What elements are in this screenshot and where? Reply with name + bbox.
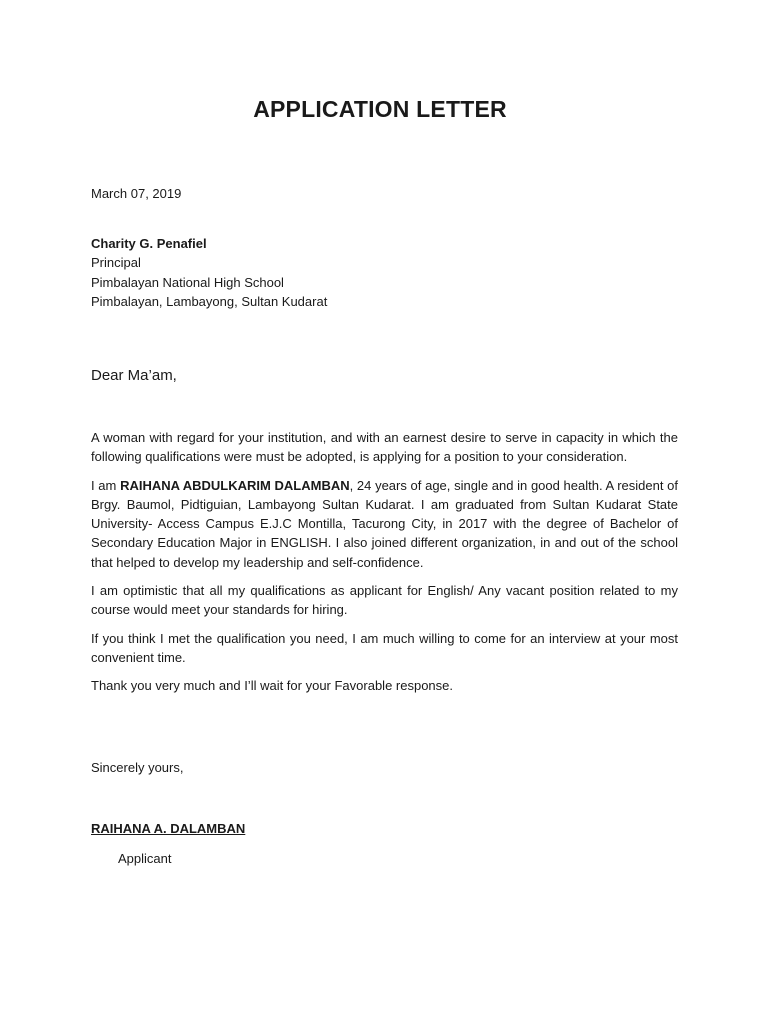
- paragraph-2-prefix: I am: [91, 477, 121, 493]
- paragraph-4: If you think I met the qualification you need, I am much willing to come for an interview at your most convenient time.: [91, 630, 678, 665]
- paragraph-5: Thank you very much and I’ll wait for your Favorable response.: [91, 678, 454, 694]
- recipient-position: Principal: [91, 255, 141, 271]
- recipient-block: [91, 234, 678, 311]
- salutation: Dear Ma’am,: [91, 367, 177, 384]
- signature-title: Applicant: [118, 851, 172, 866]
- letter-body: [91, 428, 678, 705]
- signature-name: RAIHANA A. DALAMBAN: [91, 821, 246, 836]
- paragraph-2-text: , 24 years of age, single and in good health. A resident of Brgy. Baumol, Pidtiguian, Lambayong Sultan Kudarat. I am graduated from Sultan Kudarat State University- Access Campus E.J.C Montilla, Tacurong City, in 2017 with the degree of Bachelor of Secondary Education Major in ENGLISH. I also joined different organization, in and out of the school that helped to develop my leadership and self-confidence.: [91, 477, 678, 570]
- recipient-name: Charity G. Penafiel: [91, 236, 207, 251]
- paragraph-3: I am optimistic that all my qualifications as applicant for English/ Any vacant position related to my course would meet your standards for hiring.: [91, 583, 678, 618]
- document-title: APPLICATION LETTER: [253, 96, 507, 122]
- closing: Sincerely yours,: [91, 760, 184, 775]
- recipient-school: Pimbalayan National High School: [91, 274, 284, 290]
- recipient-address: Pimbalayan, Lambayong, Sultan Kudarat: [91, 293, 328, 309]
- applicant-full-name: RAIHANA ABDULKARIM DALAMBAN: [120, 477, 350, 493]
- paragraph-2: [91, 476, 678, 572]
- paragraph-1: A woman with regard for your institution, and with an earnest desire to serve in capacity in which the following qualifications were must be adopted, is applying for a position to your consideration.: [91, 430, 678, 465]
- letter-date: March 07, 2019: [91, 186, 182, 201]
